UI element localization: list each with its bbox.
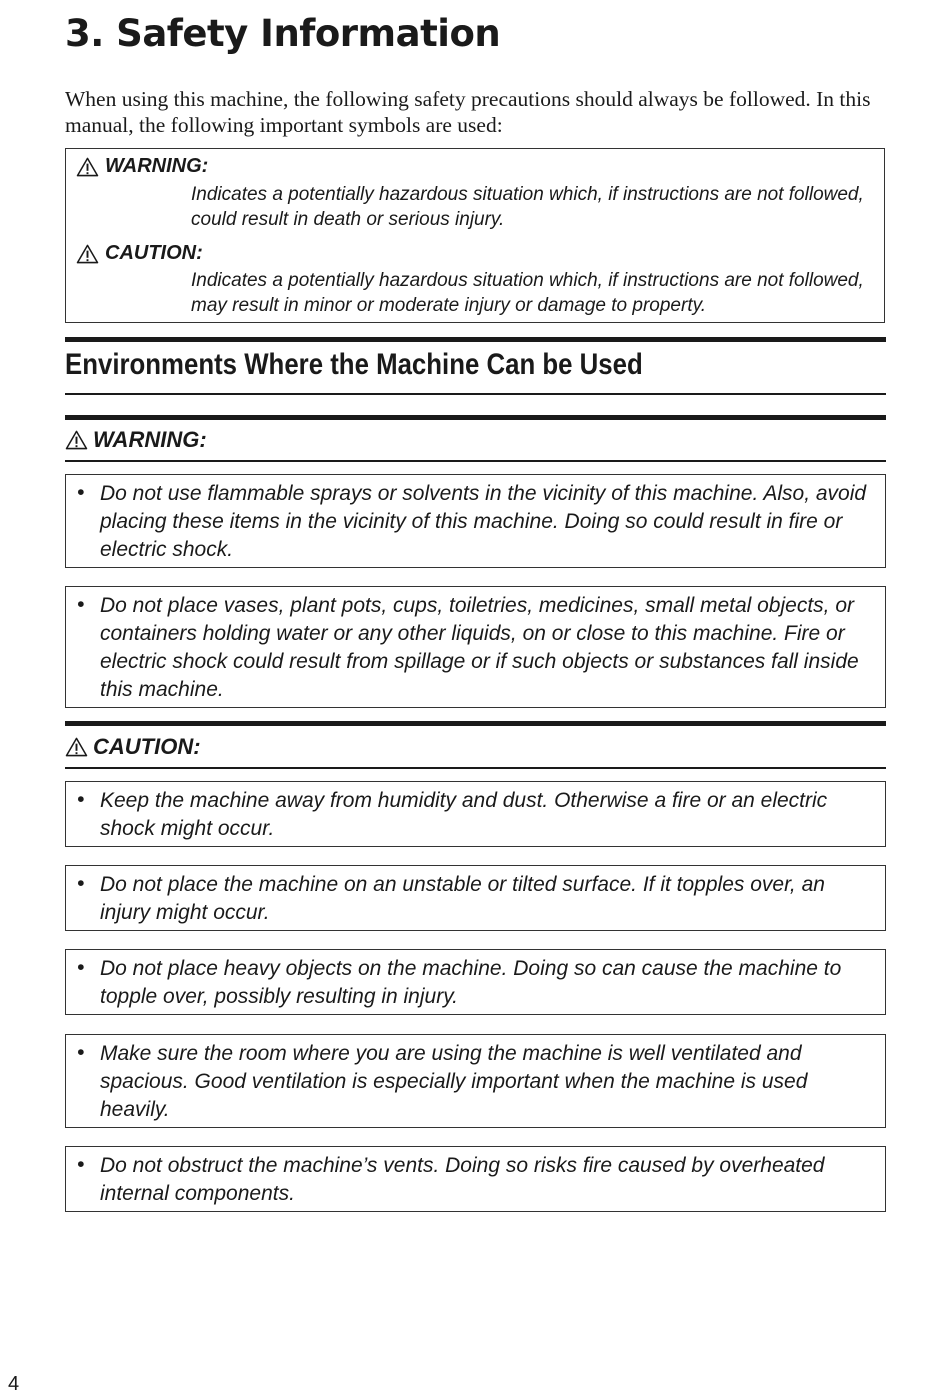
- warning-triangle-icon: [76, 244, 99, 264]
- caution-item-text: Make sure the room where you are using the machine is well ventilated and spacious. Good ventilation is especially important when the machine is used heavily.: [100, 1042, 808, 1121]
- caution-item-text: Do not obstruct the machine’s vents. Doing so risks fire caused by overheated internal components.: [100, 1154, 825, 1205]
- warning-label-text: WARNING:: [93, 427, 207, 452]
- warning-triangle-icon: [65, 737, 88, 757]
- warning-triangle-icon: [76, 157, 99, 177]
- intro-paragraph: When using this machine, the following safety precautions should always be followed. In this manual, the following important symbols are used:: [65, 87, 871, 137]
- warning-rule-top: [65, 415, 886, 420]
- caution-item-text: Do not place heavy objects on the machine. Doing so can cause the machine to topple over, possibly resulting in injury.: [100, 957, 842, 1008]
- caution-item: [65, 781, 886, 847]
- warning-triangle-icon: [65, 430, 88, 450]
- chapter-title: 3. Safety Information: [65, 12, 501, 55]
- warning-item: [65, 474, 886, 568]
- legend-warning: [76, 155, 208, 178]
- bullet: •: [77, 593, 85, 616]
- legend-warning-description: Indicates a potentially hazardous situation which, if instructions are not followed, could result in death or serious injury.: [191, 184, 864, 230]
- caution-item: [65, 1146, 886, 1212]
- legend-warning-term: WARNING:: [105, 155, 209, 177]
- section-heading: Environments Where the Machine Can be Used: [65, 348, 643, 381]
- caution-item-text: Keep the machine away from humidity and dust. Otherwise a fire or an electric shock might occur.: [100, 789, 828, 840]
- caution-item: [65, 949, 886, 1015]
- caution-item: [65, 865, 886, 931]
- bullet: •: [77, 956, 85, 979]
- warning-item: [65, 586, 886, 708]
- warning-label: [65, 427, 207, 453]
- caution-item: [65, 1034, 886, 1128]
- symbol-legend-box: [65, 148, 885, 323]
- warning-item-text: Do not use flammable sprays or solvents in the vicinity of this machine. Also, avoid placing these items in the vicinity of this machine. Doing so could result in fire or electric shock.: [100, 482, 867, 561]
- bullet: •: [77, 788, 85, 811]
- bullet: •: [77, 1041, 85, 1064]
- bullet: •: [77, 481, 85, 504]
- caution-rule-bottom: [65, 767, 886, 769]
- warning-rule-bottom: [65, 460, 886, 462]
- caution-label: [65, 734, 201, 760]
- legend-caution-description: Indicates a potentially hazardous situation which, if instructions are not followed, may result in minor or moderate injury or damage to property.: [191, 270, 864, 316]
- bullet: •: [77, 872, 85, 895]
- legend-caution: [76, 242, 203, 265]
- page-number: 4: [8, 1373, 20, 1395]
- legend-caution-term: CAUTION:: [105, 242, 203, 264]
- bullet: •: [77, 1153, 85, 1176]
- caution-item-text: Do not place the machine on an unstable or tilted surface. If it topples over, an injury might occur.: [100, 873, 825, 924]
- caution-rule-top: [65, 721, 886, 726]
- section-rule-top: [65, 337, 886, 342]
- section-rule-bottom: [65, 393, 886, 395]
- caution-label-text: CAUTION:: [93, 734, 201, 759]
- warning-item-text: Do not place vases, plant pots, cups, toiletries, medicines, small metal objects, or containers holding water or any other liquids, on or close to this machine. Fire or electric shock could result from spillage or if such objects or substances fall inside this machine.: [100, 594, 859, 701]
